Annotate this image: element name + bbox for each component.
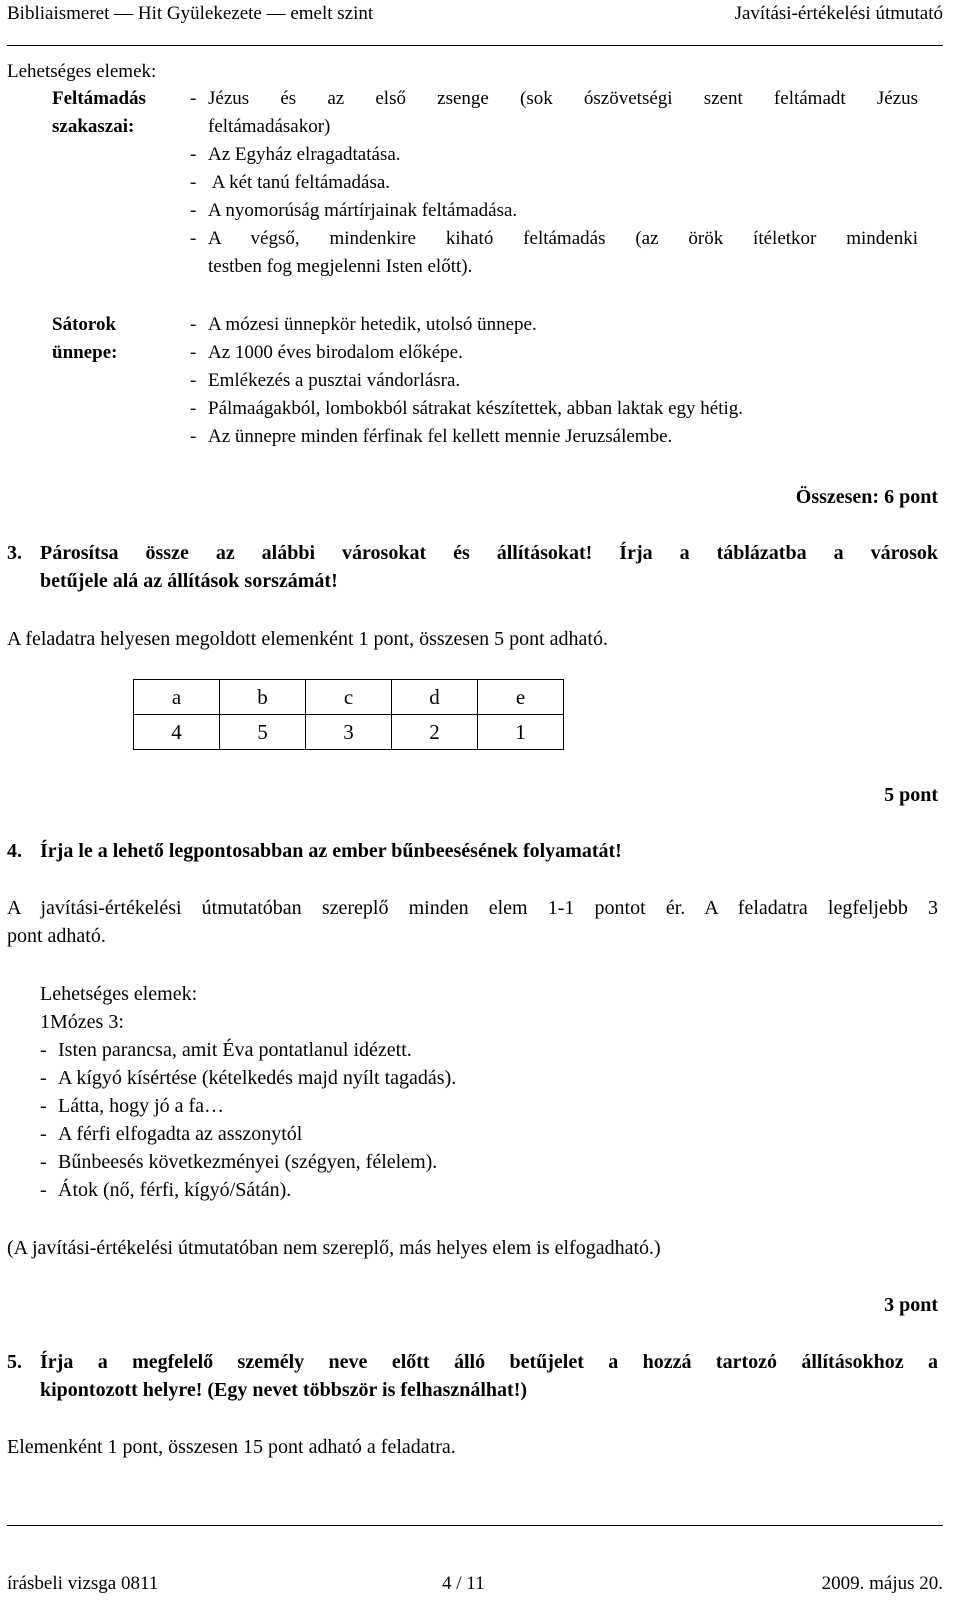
task5-title-line1: Írja a megfelelő személy neve előtt álló betűjelet a hozzá tartozó állításokhoz a	[40, 1351, 938, 1373]
task4-points: 3 pont	[884, 1294, 938, 1316]
answer-table-cell: 3	[306, 715, 392, 750]
group1-label-line1: Feltámadás	[52, 88, 146, 109]
group1-item-1: - Jézus és az első zsenge (sok ószövetségi szent feltámadt Jézus	[190, 88, 918, 109]
task4-item-4: - A férfi elfogadta az asszonytól	[40, 1123, 303, 1145]
group1-item-5: - A végső, mindenkire kiható feltámadás (az örök ítéletkor mindenki	[190, 228, 918, 249]
group2-item-1: - A mózesi ünnepkör hetedik, utolsó ünnepe.	[190, 314, 537, 335]
task4-item-6: - Átok (nő, férfi, kígyó/Sátán).	[40, 1179, 292, 1201]
task4-item-2: - A kígyó kísértése (kételkedés majd nyílt tagadás).	[40, 1067, 457, 1089]
task3-title-line2: betűjele alá az állítások sorszámát!	[40, 570, 338, 592]
task4-item-1: - Isten parancsa, amit Éva pontatlanul idézett.	[40, 1039, 412, 1061]
answer-table-header: c	[306, 680, 392, 715]
task4-instruction-line1: A javítási-értékelési útmutatóban szereplő minden elem 1-1 pontot ér. A feladatra legfeljebb 3	[7, 897, 938, 919]
header-right: Javítási-értékelési útmutató	[734, 3, 943, 24]
group1-item-4: - A nyomorúság mártírjainak feltámadása.	[190, 200, 518, 221]
group2-item-4: - Pálmaágakból, lombokból sátrakat készítettek, abban laktak egy hétig.	[190, 398, 744, 419]
answer-table-header: b	[220, 680, 306, 715]
task4-item-3: - Látta, hogy jó a fa…	[40, 1095, 225, 1117]
group2-label-line2: ünnepe:	[52, 342, 118, 363]
group1-item-3: - A két tanú feltámadása.	[190, 172, 391, 193]
answer-table-header-row	[134, 680, 564, 715]
possible-elements-label: Lehetséges elemek:	[7, 61, 157, 82]
group2-item-2: - Az 1000 éves birodalom előképe.	[190, 342, 463, 363]
group1-item-2: - Az Egyház elragadtatása.	[190, 144, 401, 165]
header-left: Bibliaismeret — Hit Gyülekezete — emelt szint	[7, 3, 374, 24]
task4-reference: 1Mózes 3:	[40, 1011, 124, 1033]
task4-elements-label: Lehetséges elemek:	[40, 983, 198, 1005]
section2-total-points: Összesen: 6 pont	[795, 486, 938, 508]
answer-table-cell: 5	[220, 715, 306, 750]
footer-page-number: 4 / 11	[442, 1573, 485, 1594]
header-divider	[7, 45, 943, 46]
task3-title-line1: Párosítsa össze az alábbi városokat és állításokat! Írja a táblázatba a városok	[40, 542, 938, 564]
answer-table-value-row	[134, 715, 564, 750]
answer-table-cell: 4	[134, 715, 220, 750]
group2-label-line1: Sátorok	[52, 314, 117, 335]
answer-table-cell: 2	[392, 715, 478, 750]
task5-title-line2: kipontozott helyre! (Egy nevet többször is felhasználhat!)	[40, 1379, 528, 1401]
answer-table-header: d	[392, 680, 478, 715]
answer-table-header: e	[478, 680, 564, 715]
task4-title: Írja le a lehető legpontosabban az ember bűnbeesésének folyamatát!	[40, 840, 622, 862]
group1-item-1-cont: feltámadásakor)	[208, 116, 331, 137]
footer-left: írásbeli vizsga 0811	[7, 1573, 159, 1594]
task4-number: 4.	[7, 840, 22, 862]
task5-instruction: Elemenként 1 pont, összesen 15 pont adható a feladatra.	[7, 1436, 456, 1458]
footer-divider	[7, 1525, 943, 1526]
task4-note: (A javítási-értékelési útmutatóban nem szereplő, más helyes elem is elfogadható.)	[7, 1237, 661, 1259]
task3-number: 3.	[7, 542, 22, 564]
group1-item-5-cont: testben fog megjelenni Isten előtt).	[208, 256, 473, 277]
answer-table-header: a	[134, 680, 220, 715]
group2-item-3: - Emlékezés a pusztai vándorlásra.	[190, 370, 461, 391]
footer-right: 2009. május 20.	[821, 1573, 943, 1594]
task3-points: 5 pont	[884, 784, 938, 806]
group1-label-line2: szakaszai:	[52, 116, 135, 137]
answer-table-cell: 1	[478, 715, 564, 750]
task3-instruction: A feladatra helyesen megoldott elemenként 1 pont, összesen 5 pont adható.	[7, 628, 608, 650]
group2-item-5: - Az ünnepre minden férfinak fel kellett mennie Jeruzsálembe.	[190, 426, 673, 447]
answer-table	[133, 679, 564, 750]
task4-item-5: - Bűnbeesés következményei (szégyen, félelem).	[40, 1151, 438, 1173]
task5-number: 5.	[7, 1351, 22, 1373]
task4-instruction-line2: pont adható.	[7, 925, 106, 947]
